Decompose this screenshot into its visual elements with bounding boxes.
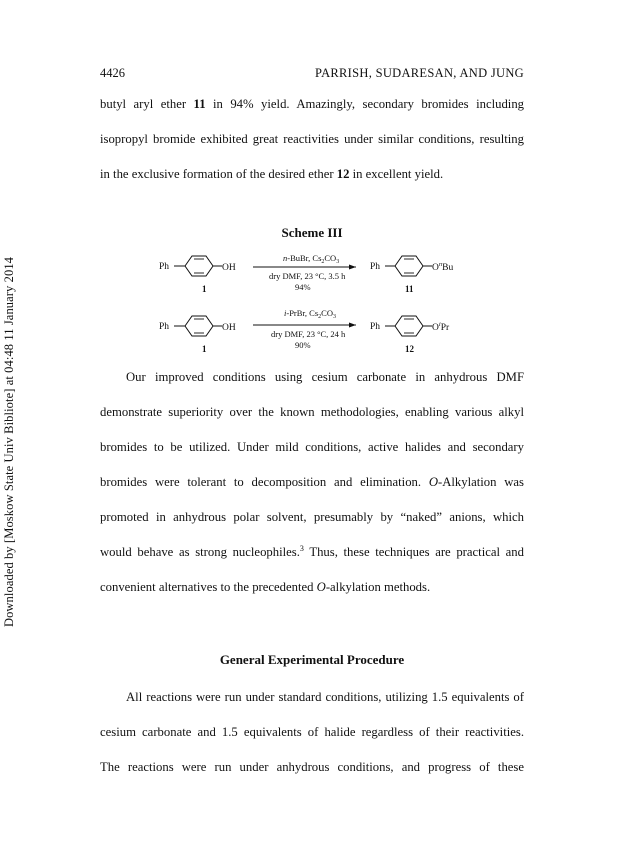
- conditions-label: dry DMF, 23 °C, 3.5 h: [269, 271, 346, 281]
- benzene-ring-icon: [185, 256, 213, 276]
- text-line: demonstrate superiority over the known methodologies, enabling various alkyl: [100, 405, 524, 419]
- reaction-1: [159, 253, 453, 294]
- phenyl-label: Ph: [370, 262, 381, 272]
- compound-number: 11: [405, 284, 414, 294]
- text-line: promoted in anhydrous polar solvent, presumably by “naked” anions, which: [100, 510, 524, 524]
- phenyl-label: Ph: [159, 262, 170, 272]
- scheme-title: Scheme III: [281, 225, 343, 240]
- italic-text: O: [428, 475, 438, 489]
- benzene-ring-icon: [185, 316, 213, 336]
- text-line: [100, 544, 524, 579]
- reaction-2: [159, 308, 450, 354]
- arrowhead-icon: [349, 323, 356, 328]
- running-title: PARRISH, SUDARESAN, AND JUNG: [314, 66, 524, 80]
- download-watermark-text: Downloaded by [Moskow State Univ Bibliote] at 04:48 11 January 2014: [2, 256, 16, 628]
- benzene-ring-icon: [395, 256, 423, 276]
- text-line: Our improved conditions using cesium carbonate in anhydrous DMF: [126, 370, 524, 384]
- text-line: bromides to be utilized. Under mild conditions, active halides and secondary: [100, 440, 524, 454]
- text-line: [100, 96, 524, 131]
- text-line: [100, 166, 524, 201]
- benzene-ring-icon: [395, 316, 423, 336]
- text-span: -alkylation methods.: [325, 580, 431, 594]
- paragraph-procedure: [100, 689, 524, 794]
- ether-label: $O^iPr$: [432, 321, 450, 333]
- text-line: [100, 474, 524, 509]
- text-line: cesium carbonate and 1.5 equivalents of halide regardless of their reactivities.: [100, 725, 524, 739]
- text-span: in excellent yield.: [349, 167, 444, 181]
- text-span: bromides were tolerant to decomposition and elimination.: [100, 475, 429, 489]
- text-span: in the exclusive formation of the desired ether: [100, 167, 337, 181]
- compound-number: 11: [193, 97, 206, 111]
- text-span: -Alkylation was: [438, 475, 524, 489]
- compound-number: 1: [202, 284, 207, 294]
- compound-number: 12: [405, 344, 414, 354]
- reference-superscript: 3: [299, 543, 304, 553]
- ether-label: $O^nBu$: [432, 261, 454, 273]
- italic-text: O: [316, 580, 326, 594]
- page-number: 4426: [100, 66, 125, 80]
- reagent-label: i-PrBr, $Cs_2CO_3$: [284, 308, 336, 320]
- text-line: The reactions were run under anhydrous conditions, and progress of these: [100, 760, 524, 774]
- hydroxyl-label: OH: [222, 263, 236, 273]
- paragraph-discussion: [100, 369, 524, 614]
- phenyl-label: Ph: [159, 322, 170, 332]
- yield-label: 90%: [295, 340, 311, 350]
- text-line: [100, 579, 524, 614]
- text-span: convenient alternatives to the precedented: [100, 580, 317, 594]
- text-span: would behave as strong nucleophiles.: [100, 545, 300, 559]
- text-span: Thus, these techniques are practical and: [303, 545, 524, 559]
- reagent-label: n-BuBr, $Cs_2CO_3$: [283, 253, 340, 265]
- phenyl-label: Ph: [370, 322, 381, 332]
- text-span: in 94% yield. Amazingly, secondary bromides including: [205, 97, 525, 111]
- text-span: butyl aryl ether: [100, 97, 194, 111]
- section-heading: General Experimental Procedure: [219, 652, 405, 667]
- yield-label: 94%: [295, 282, 311, 292]
- arrowhead-icon: [349, 265, 356, 270]
- text-line: All reactions were run under standard conditions, utilizing 1.5 equivalents of: [126, 690, 524, 704]
- text-line: isopropyl bromide exhibited great reactivities under similar conditions, resulting: [100, 132, 524, 146]
- running-header: [100, 66, 524, 81]
- compound-number: 1: [202, 344, 207, 354]
- conditions-label: dry DMF, 23 °C, 24 h: [271, 329, 346, 339]
- reaction-scheme: [150, 248, 480, 358]
- hydroxyl-label: OH: [222, 323, 236, 333]
- paragraph-intro: [100, 96, 524, 201]
- compound-number: 12: [336, 167, 350, 181]
